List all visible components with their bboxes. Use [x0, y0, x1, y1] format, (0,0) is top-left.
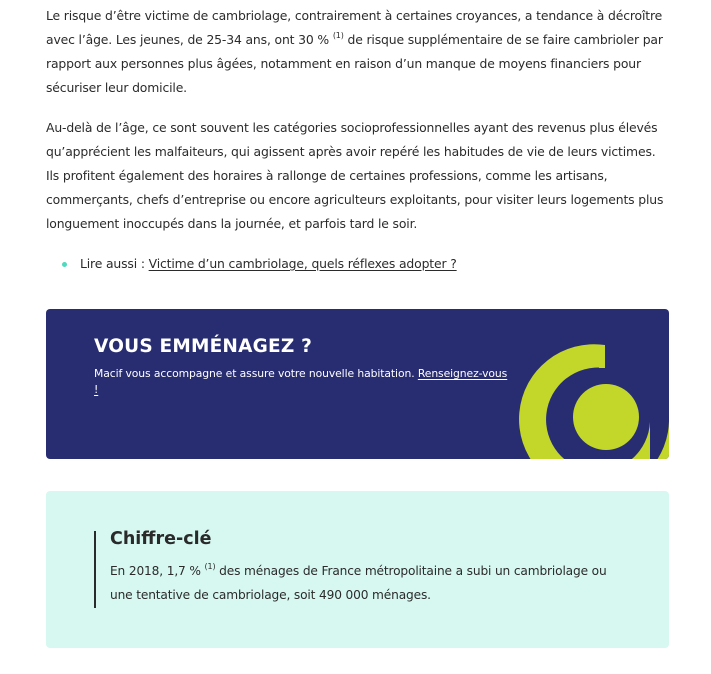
bullet-icon	[62, 262, 67, 267]
quote-bar	[94, 531, 96, 608]
read-also-item	[46, 252, 669, 276]
footnote-ref[interactable]: (1)	[204, 562, 216, 571]
key-figure-box	[46, 491, 669, 648]
read-also-link[interactable]: Victime d’un cambriolage, quels réflexes adopter ?	[148, 256, 457, 271]
footnote-ref[interactable]: (1)	[332, 31, 344, 40]
promo-text: Macif vous accompagne et assure votre nouvelle habitation. Renseignez-vous !	[94, 367, 508, 396]
key-figure-title: Chiffre-clé	[110, 529, 212, 549]
promo-banner[interactable]	[46, 309, 669, 459]
read-also-label: Lire aussi :	[80, 256, 149, 271]
read-also-list	[46, 252, 669, 276]
article-body	[46, 4, 669, 276]
promo-link[interactable]: Renseignez-vous !	[94, 367, 508, 396]
promo-title: VOUS EMMÉNAGEZ ?	[94, 336, 313, 357]
logo-dot	[573, 384, 639, 450]
paragraph-age-risk: Le risque d’être victime de cambriolage, contrairement à certaines croyances, a tendance à décroître avec l’âge. Les jeunes, de 25-34 ans, ont 30 % $^{(1)}$ de risque supplémentaire de se faire cambrioler par rapport aux personnes plus âgées, notamment en raison d’un manque de moyens financiers pour sécuriser leur domicile.	[46, 8, 663, 95]
key-figure-text: En 2018, 1,7 % $^{(1)}$ des ménages de France métropolitaine a subi un cambriolage ou une tentative de cambriolage, soit 490 000 ménages.	[110, 562, 607, 602]
paragraph-socioprofessional: Au-delà de l’âge, ce sont souvent les catégories socioprofessionnelles ayant des revenus plus élevés qu’apprécient les malfaiteurs, qui agissent après avoir repéré les habitudes de vie de leurs victimes. Ils profitent également des horaires à rallonge de certaines professions, comme les artisans, commerçants, chefs d’entreprise ou encore agriculteurs exploitants, pour visiter leurs logements plus longuement inoccupés dans la journée, et parfois tard le soir.	[46, 120, 664, 231]
logo-arc-cap	[599, 345, 605, 368]
